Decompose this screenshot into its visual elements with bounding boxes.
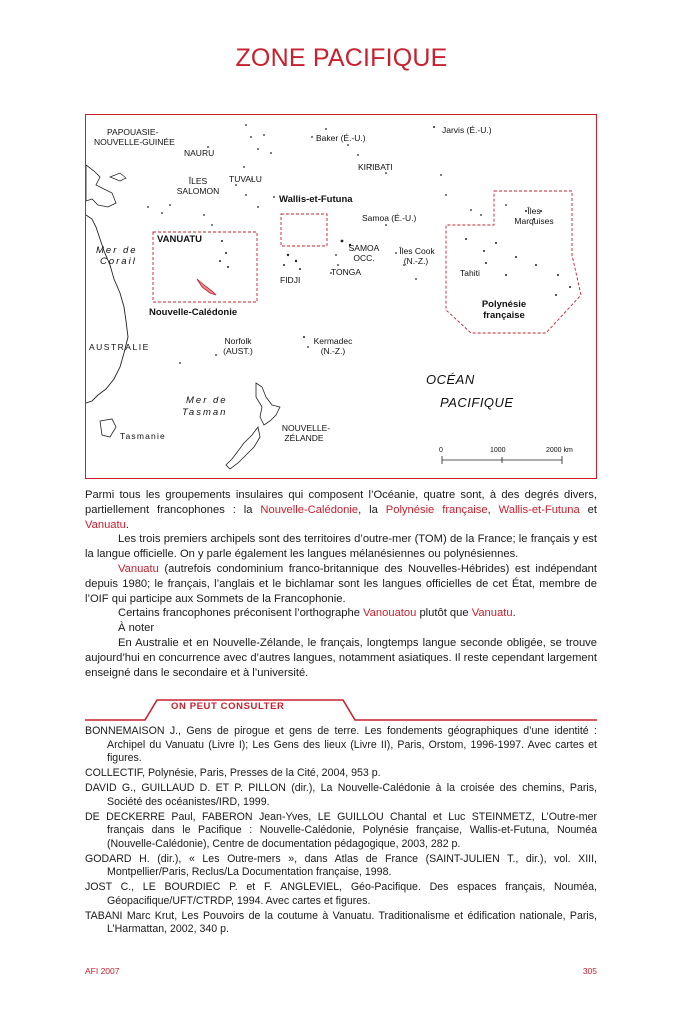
biblio-entry: GODARD H. (dir.), « Les Outre-mers », dans Atlas de France (SAINT-JULIEN T., dir.), vol. XIII, Montpellier/Paris, Reclus/La Documentation française, 1998. [85, 852, 597, 878]
map-label-iles-cook-1: Îles Cook [399, 246, 435, 256]
map-label-mer-corail-1: Mer de [96, 245, 138, 256]
link-vanuatu-2: Vanuatu [118, 562, 159, 575]
consult-tab-shape [85, 694, 597, 724]
map-label-norfolk-1: Norfolk [224, 336, 252, 346]
paragraph-5: À noter [118, 622, 155, 635]
map-label-jarvis: Jarvis (É.-U.) [442, 125, 492, 135]
page-title: ZONE PACIFIQUE [235, 44, 448, 72]
papua-coast [86, 165, 116, 207]
map-label-iles-marquises-1: Îles [527, 206, 541, 216]
map-label-nz-2: ZÉLANDE [284, 433, 324, 443]
wallis-box [281, 214, 327, 246]
map-label-tasmanie: Tasmanie [120, 431, 166, 441]
term-vanouatou: Vanouatou [363, 607, 417, 620]
map-label-kermadec-1: Kermadec [313, 336, 353, 346]
map-label-iles-cook-2: (N.-Z.) [403, 256, 429, 266]
map-label-mer-corail-2: Corail [100, 256, 137, 267]
map-label-iles-salomon-1: ÎLES [188, 176, 208, 186]
map-label-pacifique: PACIFIQUE [440, 395, 514, 410]
nz-north [256, 383, 280, 425]
map-label-kiribati: KIRIBATI [358, 162, 393, 172]
map-label-baker: Baker (É.-U.) [316, 133, 366, 143]
map-label-samoa-eu: Samoa (É.-U.) [362, 213, 417, 223]
map-label-papouasie: PAPOUASIE- [107, 127, 159, 137]
body-text [85, 488, 597, 680]
map-label-vanuatu: VANUATU [157, 234, 203, 245]
map-label-nz-1: NOUVELLE- [281, 423, 331, 433]
new-britain [110, 173, 126, 181]
biblio-entry: DAVID G., GUILLAUD D. ET P. PILLON (dir.), La Nouvelle-Calédonie à la croisée des chemins, Paris, Société des océanistes/IRD, 1999. [85, 782, 597, 808]
map-label-norfolk-2: (AUST.) [223, 346, 253, 356]
new-caledonia-island [197, 279, 216, 295]
link-wallis-et-futuna: Wallis-et-Futuna [498, 503, 580, 516]
paragraph-3: Vanuatu (autrefois condominium franco-britannique des Nouvelles-Hébrides) est indépendant depuis 1980; le français, l’anglais et le bichlamar sont les langues officielles de cet État, membre de l’OIF qui participe aux Sommets de la Francophonie. [85, 562, 597, 605]
biblio-entry: TABANI Marc Krut, Les Pouvoirs de la coutume à Vanuatu. Traditionalisme et édification nationale, Paris, L’Harmattan, 2002, 340 p. [85, 909, 597, 935]
map-label-iles-marquises-2: Marquises [514, 216, 554, 226]
map-label-samoa-occ-2: OCC. [353, 253, 375, 263]
scale-label-0: 0 [439, 447, 443, 454]
consult-label: ON PEUT CONSULTER [171, 701, 285, 712]
link-nouvelle-caledonie: Nouvelle-Calédonie [260, 503, 359, 516]
footer-publication: AFI 2007 [85, 966, 120, 976]
pacific-map [85, 114, 597, 479]
paragraph-6: En Australie et en Nouvelle-Zélande, le français, longtemps langue seconde obligée, se trouve aujourd’hui en concurrence avec d’autres langues, notamment asiatiques. Il reste cependant largement enseigné dans le secondaire et à l’université. [85, 636, 597, 679]
consult-header [85, 694, 597, 724]
scale-label-2000: 2000 km [546, 447, 573, 454]
map-label-polynesie-2: française [483, 310, 525, 321]
map-label-polynesie-1: Polynésie [481, 299, 527, 310]
australia-coast [86, 215, 128, 403]
link-polynesie-francaise: Polynésie française [385, 503, 488, 516]
map-label-kermadec-2: (N.-Z.) [320, 346, 346, 356]
map-label-fidji: FIDJI [280, 275, 301, 285]
map-label-mer-tasman-2: Tasman [182, 407, 228, 418]
paragraph-2: Les trois premiers archipels sont des territoires d’outre-mer (TOM) de la France; le français y est la langue officielle. On y parle également les langues mélanésiennes ou polynésiennes. [85, 533, 597, 561]
scale-label-1000: 1000 [490, 447, 506, 454]
biblio-entry: DE DECKERRE Paul, FABERON Jean-Yves, LE GUILLOU Chantal et Luc STEINMETZ, L’Outre-mer français dans le Pacifique : Nouvelle-Calédonie, Polynésie française, Wallis-et-Futuna, Nouméa (Nouvelle-Calédonie), Centre de documentation pédagogique, 2003, 282 p. [85, 810, 597, 850]
map-label-ocean: OCÉAN [426, 372, 475, 387]
bibliography [85, 725, 597, 938]
map-label-nauru: NAURU [184, 148, 215, 158]
link-vanuatu: Vanuatu [85, 518, 126, 531]
tasmania [100, 419, 116, 437]
nz-south [226, 427, 260, 469]
paragraph-4: Certains francophones préconisent l’orthographe Vanouatou plutôt que Vanuatu. [118, 607, 516, 620]
term-vanuatu: Vanuatu [471, 607, 513, 620]
map-label-iles-salomon-2: SALOMON [176, 186, 220, 196]
biblio-entry: JOST C., LE BOURDIEC P. et F. ANGLEVIEL, Géo-Pacifique. Des espaces français, Nouméa, Géopacifique/UFT/CTRDP, 1994. Avec cartes et figures. [85, 881, 597, 907]
biblio-entry: COLLECTIF, Polynésie, Paris, Presses de la Cité, 2004, 953 p. [85, 767, 381, 779]
biblio-entry: BONNEMAISON J., Gens de pirogue et gens de terre. Les fondements géographiques d’une identité : Archipel du Vanuatu (Livre I); Les Gens des lieux (Livre II), Paris, Orstom, 1996-1997. Avec cartes et figures. [85, 725, 597, 764]
paragraph-1: Parmi tous les groupements insulaires qui composent l’Océanie, quatre sont, à des degrés divers, partiellement francophones : la Nouvelle-Calédonie, la Polynésie française, Wallis-et-Futuna et Vanuatu. [85, 489, 597, 531]
map-label-australie: AUSTRALIE [89, 342, 150, 352]
map-label-tuvalu: TUVALU [229, 174, 262, 184]
map-label-tahiti: Tahiti [460, 268, 480, 278]
footer-page-number: 305 [582, 966, 597, 976]
map-label-tonga: TONGA [331, 267, 362, 277]
map-label-nouvelle-caledonie: Nouvelle-Calédonie [149, 307, 238, 318]
map-drawing [86, 115, 597, 479]
map-label-nouvelle-guinee: NOUVELLE-GUINÉE [94, 137, 175, 147]
map-label-wallis: Wallis-et-Futuna [279, 194, 353, 205]
map-label-samoa-occ-1: SAMOA [348, 243, 380, 253]
map-label-mer-tasman-1: Mer de [186, 395, 228, 406]
